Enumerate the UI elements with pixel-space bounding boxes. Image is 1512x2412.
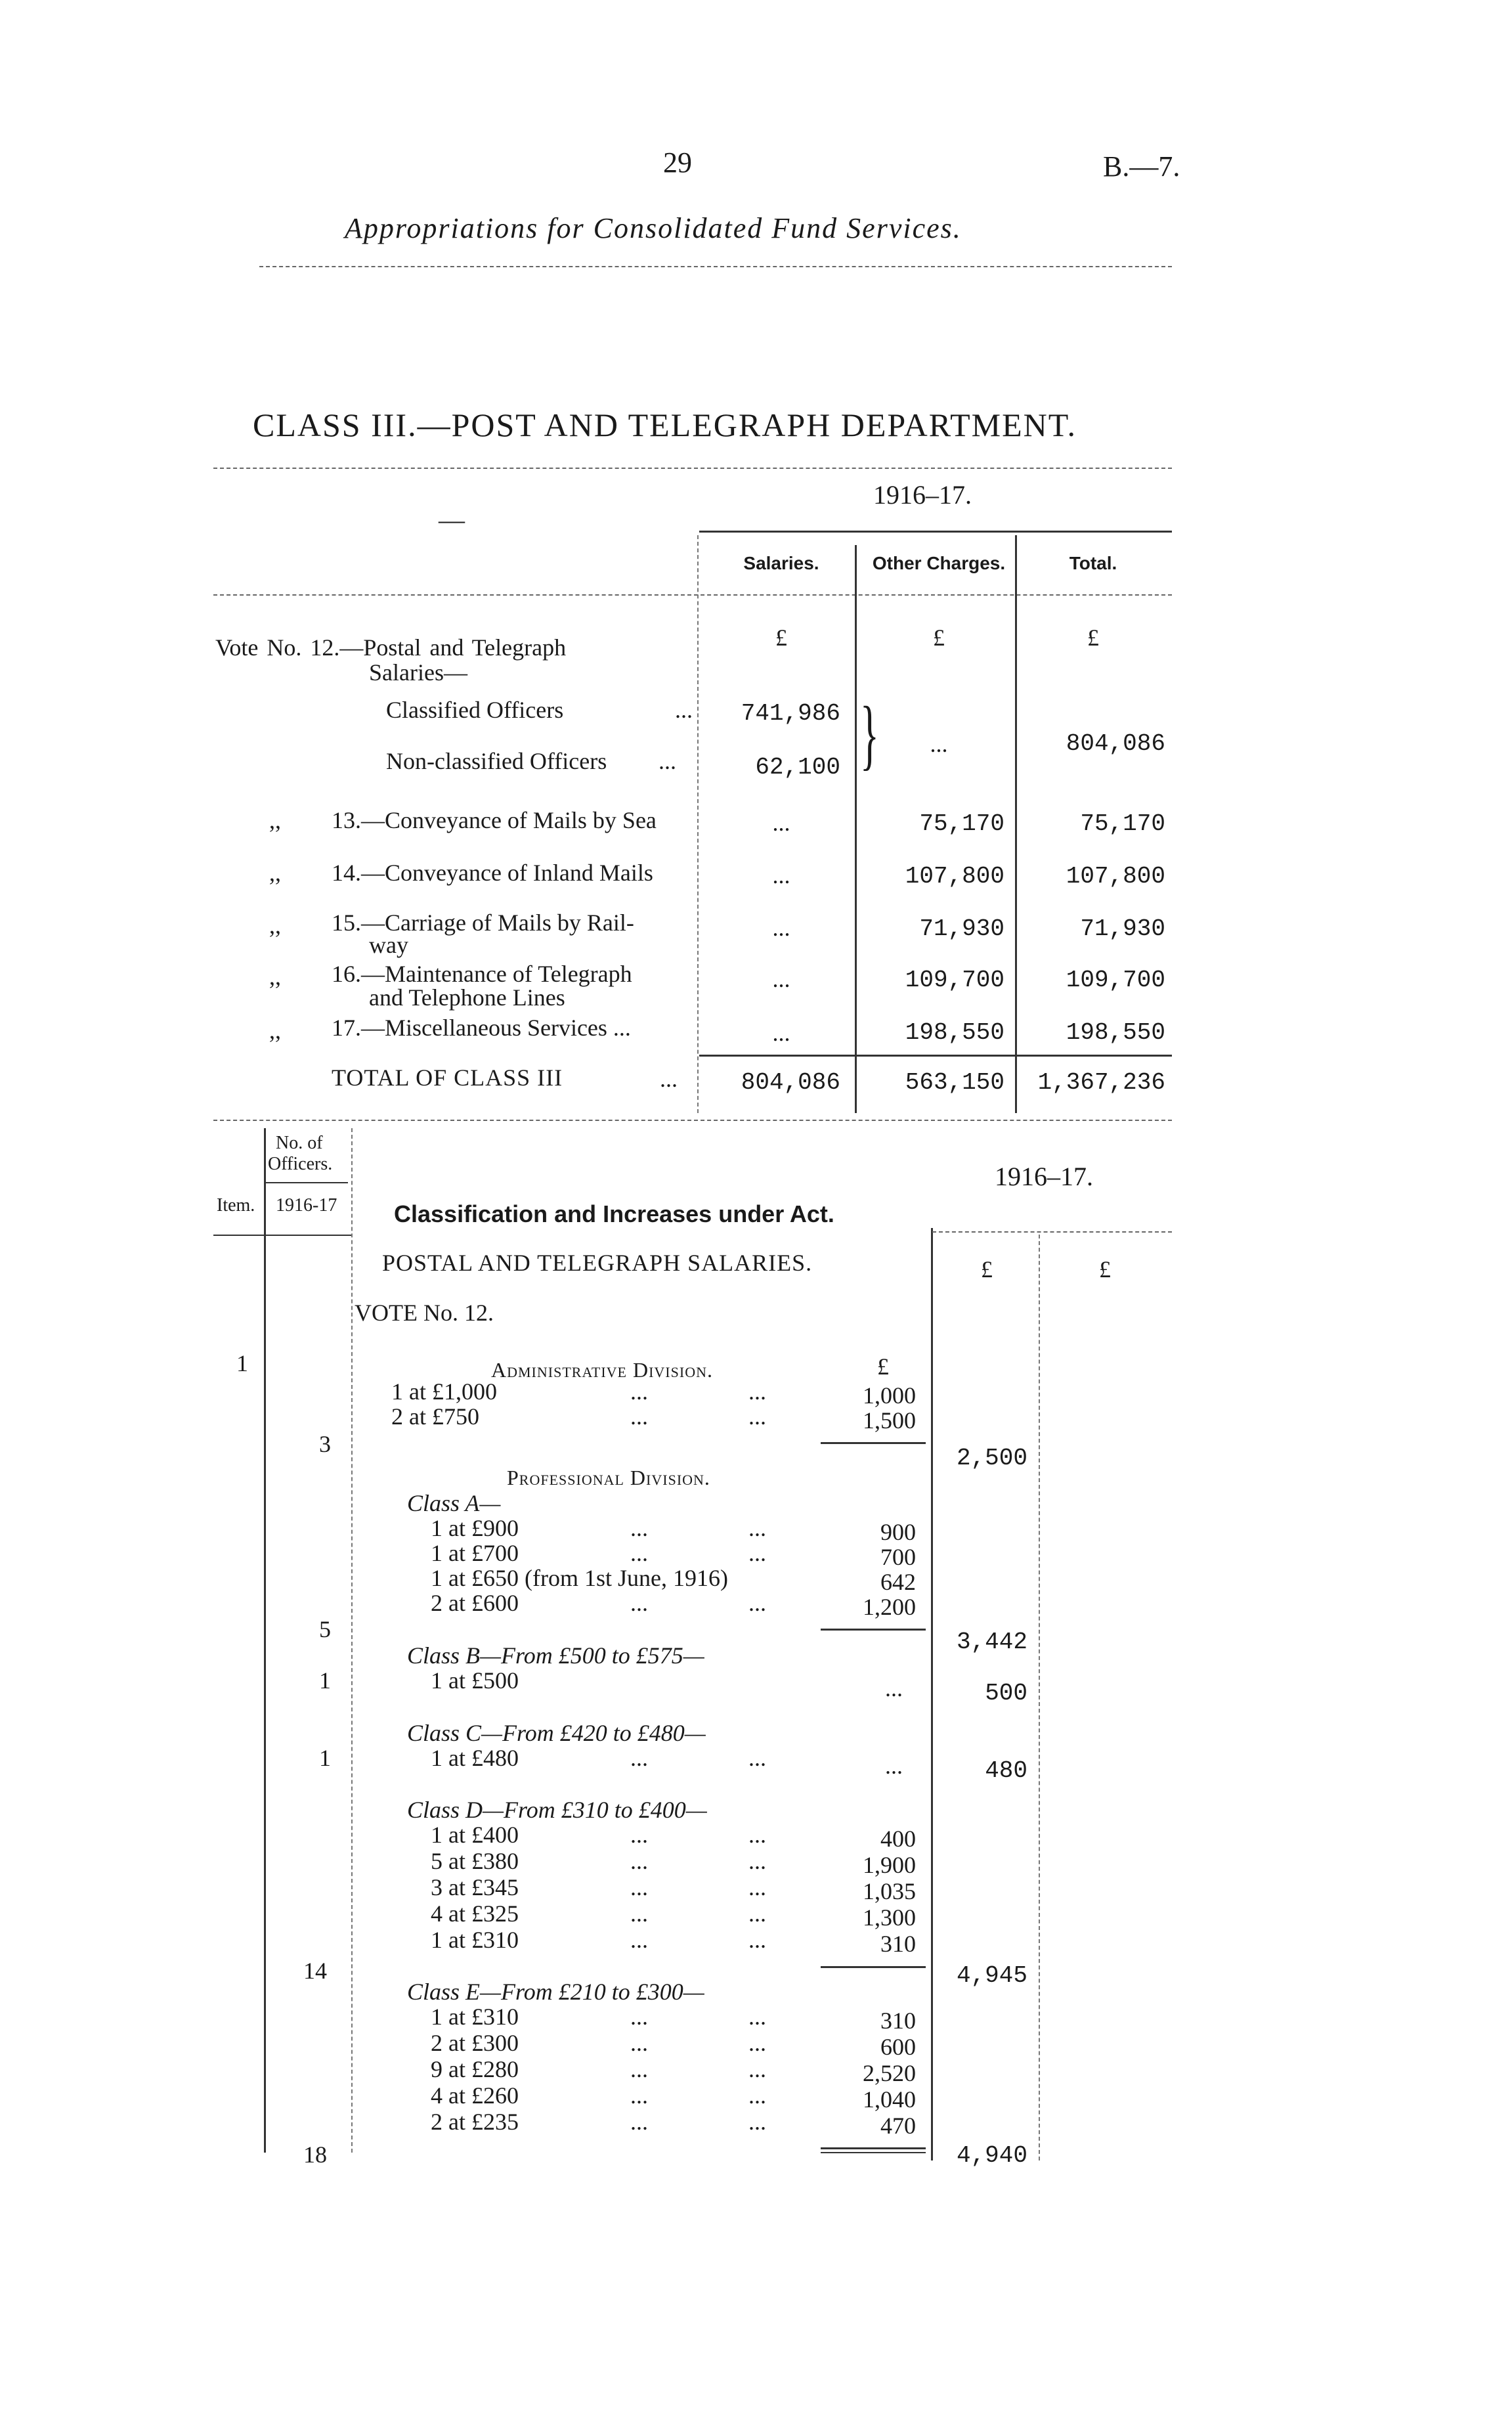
total-other-charges: 563,150 [905,1069,1004,1096]
vote-13-total: 75,170 [1080,810,1165,837]
vote-14-salaries: ... [772,862,790,888]
dots: ... [630,1822,648,1848]
dots: ... [659,748,676,774]
vote-12-heading: VOTE No. 12. [355,1300,494,1326]
dots: ... [748,2004,766,2030]
classified-officers-label: Classified Officers [386,697,564,723]
currency-salaries: £ [775,625,787,651]
class-b-title: Class B—From £500 to £575— [407,1642,704,1669]
subtotal-rule-upper [821,2147,926,2149]
col-header-other-charges: Other Charges. [872,553,1006,573]
class-c-officers: 1 [319,1745,331,1771]
dots: ... [885,1753,903,1779]
dots: ... [748,1900,766,1927]
class-d-subtotal: 4,945 [956,1962,1027,1989]
dots: ... [748,2030,766,2056]
class-c-title: Class C—From £420 to £480— [407,1720,706,1746]
vote-17-salaries: ... [772,1020,790,1046]
vote-16-total: 109,700 [1066,967,1165,994]
nonclassified-officers-label: Non-classified Officers [386,748,607,774]
item-header: Item. [217,1195,255,1216]
col-rule-1 [697,535,699,1113]
vote-12-label-cont: Salaries— [369,659,467,686]
class-e-line: 2 at £235 [431,2109,519,2135]
dots: ... [748,1590,766,1616]
dots: ... [748,1745,766,1771]
vote-13-salaries: ... [772,810,790,836]
total-rule [699,1055,1172,1057]
class-a-amount: 642 [880,1569,916,1595]
class-b-officers: 1 [319,1667,331,1694]
class-b-subtotal: 500 [985,1680,1027,1707]
detail-rule-3 [931,1228,933,2160]
class-a-officers: 5 [319,1616,331,1642]
officers-year: 1916-17 [276,1195,337,1216]
subtotal-rule [821,1442,926,1444]
year-rule [699,531,1172,533]
dots: ... [748,1378,766,1405]
class-d-line: 4 at £325 [431,1900,519,1927]
class-d-amount: 400 [880,1826,916,1852]
class-e-amount: 470 [880,2113,916,2139]
document-reference: B.—7. [1103,150,1180,183]
total-class-label: TOTAL OF CLASS III [332,1064,563,1091]
detail-year-rule [932,1231,1172,1233]
dots: ... [630,2004,648,2030]
ditto-mark: ,, [269,912,281,938]
dots: ... [630,2030,648,2056]
detail-rule-1 [264,1128,266,2153]
header-rule [259,266,1172,267]
total-salaries: 804,086 [741,1069,840,1096]
detail-rule-4 [1039,1235,1040,2160]
classified-officers-salaries: 741,986 [741,700,840,727]
ditto-mark: ,, [269,860,281,886]
dots: ... [748,1822,766,1848]
dots: ... [748,2056,766,2082]
col-header-salaries: Salaries. [743,553,819,573]
vote-14-other: 107,800 [905,863,1004,890]
dots: ... [630,1540,648,1566]
dots: ... [630,1745,648,1771]
dots: ... [660,1066,678,1092]
page-number: 29 [663,146,692,179]
class-a-subtotal: 3,442 [956,1629,1027,1656]
currency-inner: £ [877,1353,889,1380]
vote-14-label: 14.—Conveyance of Inland Mails [332,860,653,886]
administrative-division-title: Administrative Division. [491,1358,713,1382]
class-c-line: 1 at £480 [431,1745,519,1771]
vote-12-other-charges: ... [930,731,948,757]
vote-12-total: 804,086 [1066,730,1165,757]
currency-other: £ [933,625,945,651]
col-header-rule [213,594,1172,596]
dots: ... [675,697,693,723]
admin-amount: 1,000 [863,1382,916,1409]
dots: ... [630,1378,648,1405]
vote-15-total: 71,930 [1080,915,1165,942]
summary-bottom-rule [213,1120,1172,1121]
class-e-amount: 1,040 [863,2086,916,2113]
dots: ... [630,1874,648,1900]
class-e-line: 2 at £300 [431,2030,519,2056]
currency-col-1: £ [981,1256,993,1283]
detail-rule-2 [351,1128,353,2153]
class-d-amount: 1,035 [863,1878,916,1904]
vote-17-total: 198,550 [1066,1019,1165,1046]
officers-label: Officers. [268,1154,333,1174]
vote-15-salaries: ... [772,915,790,941]
class-d-officers: 14 [303,1958,327,1984]
vote-16-label: 16.—Maintenance of Telegraph [332,961,632,987]
dots: ... [748,2082,766,2109]
subtotal-rule [821,1966,926,1968]
admin-officers: 3 [319,1431,331,1457]
item-number: 1 [236,1350,248,1376]
summary-dash: — [439,505,465,535]
summary-top-rule [213,468,1172,469]
ditto-mark: ,, [269,807,281,833]
professional-division-title: Professional Division. [507,1466,710,1489]
vote-15-other: 71,930 [919,915,1004,942]
dots: ... [630,1403,648,1430]
officers-rule [266,1182,348,1183]
brace: } [860,690,879,778]
dots: ... [630,1515,648,1541]
item-rule [213,1235,351,1236]
vote-14-total: 107,800 [1066,863,1165,890]
class-e-amount: 2,520 [863,2060,916,2086]
dots: ... [630,2056,648,2082]
vote-15-label-cont: way [369,932,408,958]
class-d-amount: 310 [880,1931,916,1957]
dots: ... [748,1515,766,1541]
postal-salaries-subheading: POSTAL AND TELEGRAPH SALARIES. [382,1250,813,1276]
class-a-amount: 1,200 [863,1594,916,1620]
class-e-amount: 310 [880,2007,916,2034]
currency-col-2: £ [1099,1256,1111,1283]
class-c-subtotal: 480 [985,1757,1027,1784]
dots: ... [630,1900,648,1927]
vote-15-label: 15.—Carriage of Mails by Rail- [332,910,634,936]
dots: ... [748,1540,766,1566]
vote-17-label: 17.—Miscellaneous Services ... [332,1015,631,1041]
dots: ... [885,1675,903,1701]
vote-16-other: 109,700 [905,967,1004,994]
dots: ... [630,2109,648,2135]
class-a-line: 1 at £650 (from 1st June, 1916) [431,1565,728,1591]
dots: ... [748,1848,766,1874]
class-e-line: 9 at £280 [431,2056,519,2082]
admin-line: 2 at £750 [391,1403,479,1430]
vote-12-label: Vote No. 12.—Postal and Telegraph [215,634,567,661]
dots: ... [748,2109,766,2135]
admin-amount: 1,500 [863,1407,916,1434]
total-grand: 1,367,236 [1037,1069,1165,1096]
class-a-amount: 700 [880,1544,916,1570]
page-subtitle: Appropriations for Consolidated Fund Services. [345,212,962,244]
vote-13-other: 75,170 [919,810,1004,837]
ditto-mark: ,, [269,1017,281,1043]
class-e-title: Class E—From £210 to £300— [407,1979,704,2005]
class-d-line: 3 at £345 [431,1874,519,1900]
class-b-line: 1 at £500 [431,1667,519,1694]
subtotal-rule-lower [821,2152,926,2153]
summary-year: 1916–17. [873,480,972,510]
nonclassified-officers-salaries: 62,100 [755,754,840,781]
vote-17-other: 198,550 [905,1019,1004,1046]
dots: ... [748,1403,766,1430]
class-e-amount: 600 [880,2034,916,2060]
class-e-subtotal: 4,940 [956,2142,1027,2169]
class-a-title: Class A— [407,1490,501,1516]
class-e-line: 4 at £260 [431,2082,519,2109]
dots: ... [748,1874,766,1900]
class-title: CLASS III.—POST AND TELEGRAPH DEPARTMENT. [253,406,1077,443]
class-e-officers: 18 [303,2141,327,2168]
class-a-line: 1 at £900 [431,1515,519,1541]
class-e-line: 1 at £310 [431,2004,519,2030]
ditto-mark: ,, [269,963,281,990]
class-d-line: 5 at £380 [431,1848,519,1874]
dots: ... [630,1927,648,1953]
class-d-line: 1 at £310 [431,1927,519,1953]
class-d-title: Class D—From £310 to £400— [407,1797,707,1823]
subtotal-rule [821,1629,926,1631]
currency-total: £ [1087,625,1099,651]
vote-16-label-cont: and Telephone Lines [369,984,565,1011]
class-d-amount: 1,300 [863,1904,916,1931]
vote-16-salaries: ... [772,966,790,992]
dots: ... [630,1848,648,1874]
admin-subtotal: 2,500 [956,1445,1027,1472]
class-a-amount: 900 [880,1519,916,1545]
dots: ... [630,1590,648,1616]
detail-year: 1916–17. [995,1162,1093,1191]
vote-13-label: 13.—Conveyance of Mails by Sea [332,807,657,833]
class-d-amount: 1,900 [863,1852,916,1878]
col-rule-3 [1015,535,1017,1113]
dots: ... [630,2082,648,2109]
class-d-line: 1 at £400 [431,1822,519,1848]
class-a-line: 1 at £700 [431,1540,519,1566]
dots: ... [748,1927,766,1953]
no-of-officers-label: No. of [276,1133,323,1153]
classification-heading: Classification and Increases under Act. [394,1200,834,1227]
admin-line: 1 at £1,000 [391,1378,497,1405]
col-header-total: Total. [1069,553,1117,573]
class-a-line: 2 at £600 [431,1590,519,1616]
